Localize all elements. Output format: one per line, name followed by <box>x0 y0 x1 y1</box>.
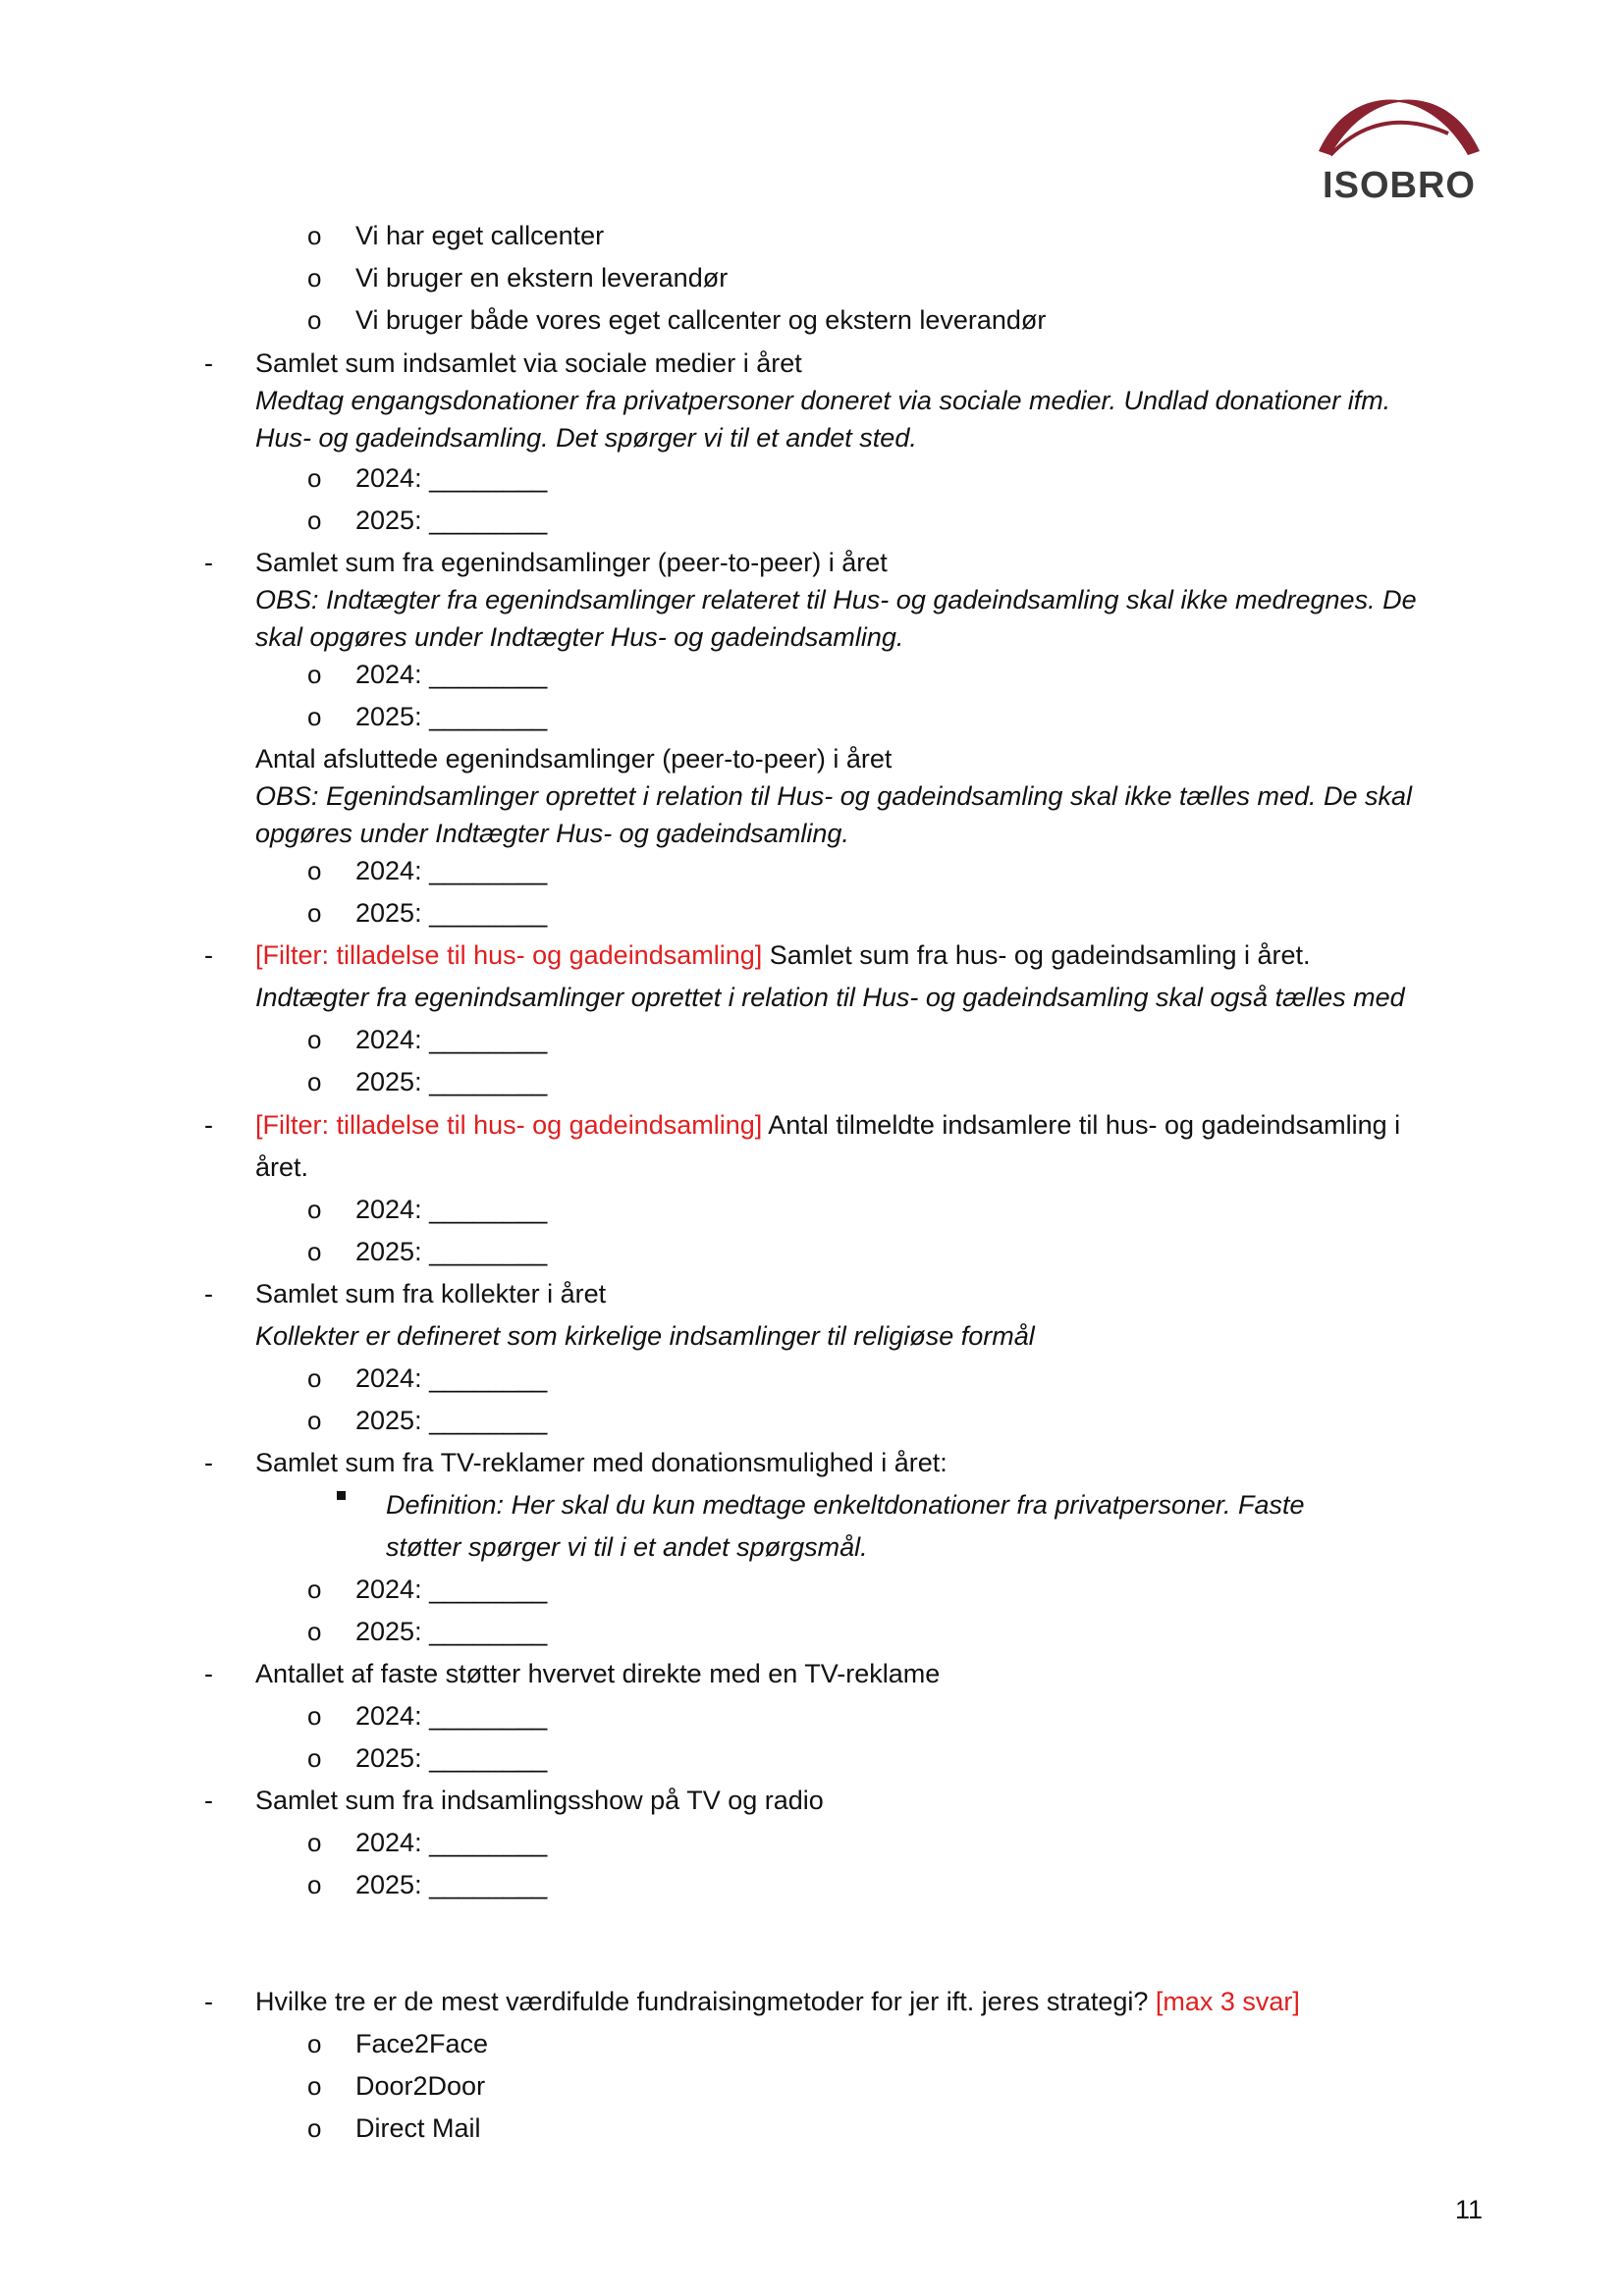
bullet-circle: o <box>307 1743 322 1773</box>
bullet-circle: o <box>307 2071 322 2101</box>
collections-note: Kollekter er defineret som kirkelige indsamlinger til religiøse formål <box>255 1321 1035 1351</box>
street-count-2025-field[interactable]: 2025: ________ <box>355 1237 548 1266</box>
method-option-direct-mail[interactable]: Direct Mail <box>355 2113 481 2143</box>
shows-title: Samlet sum fra indsamlingsshow på TV og radio <box>255 1786 824 1815</box>
filter-label: [Filter: tilladelse til hus- og gadeindsamling] <box>255 1110 763 1140</box>
social-question-note: Hus- og gadeindsamling. Det spørger vi til et andet sted. <box>255 423 917 453</box>
p2p-sum-2025-field[interactable]: 2025: ________ <box>355 702 548 731</box>
filter-label: [Filter: tilladelse til hus- og gadeindsamling] <box>255 940 763 970</box>
social-question-title: Samlet sum indsamlet via sociale medier i året <box>255 348 802 378</box>
bullet-circle: o <box>307 1195 322 1224</box>
tv-ads-title: Samlet sum fra TV-reklamer med donationsmulighed i året: <box>255 1448 947 1477</box>
bullet-dash: - <box>204 1448 213 1477</box>
tv-supporters-2024-field[interactable]: 2024: ________ <box>355 1701 548 1731</box>
p2p-sum-title: Samlet sum fra egenindsamlinger (peer-to-peer) i året <box>255 548 888 577</box>
bullet-circle: o <box>307 1701 322 1731</box>
shows-2024-field[interactable]: 2024: ________ <box>355 1828 548 1857</box>
bullet-circle: o <box>307 463 322 493</box>
p2p-count-title: Antal afsluttede egenindsamlinger (peer-to-peer) i året <box>255 744 893 774</box>
p2p-count-2025-field[interactable]: 2025: ________ <box>355 898 548 928</box>
bullet-circle: o <box>307 856 322 885</box>
bullet-dash: - <box>204 1659 213 1688</box>
bullet-circle: o <box>307 1067 322 1096</box>
tv-supporters-2025-field[interactable]: 2025: ________ <box>355 1743 548 1773</box>
methods-title: Hvilke tre er de mest værdifulde fundraisingmetoder for jer ift. jeres strategi? [max 3 svar] <box>255 1987 1300 2016</box>
max-answers-label: [max 3 svar] <box>1155 1987 1300 2016</box>
bullet-circle: o <box>307 702 322 731</box>
brand-name: ISOBRO <box>1323 165 1476 206</box>
bullet-circle: o <box>307 263 322 293</box>
tv-supporters-title: Antallet af faste støtter hvervet direkte med en TV-reklame <box>255 1659 941 1688</box>
p2p-count-2024-field[interactable]: 2024: ________ <box>355 856 548 885</box>
street-sum-note: Indtægter fra egenindsamlinger oprettet i relation til Hus- og gadeindsamling skal også tælles med <box>255 983 1405 1012</box>
isobro-logo <box>1311 94 1488 212</box>
bullet-circle: o <box>307 1617 322 1646</box>
street-sum-2024-field[interactable]: 2024: ________ <box>355 1025 548 1054</box>
callcenter-option-own: Vi har eget callcenter <box>355 221 605 250</box>
bullet-circle: o <box>307 1828 322 1857</box>
method-option-face2face[interactable]: Face2Face <box>355 2029 489 2058</box>
tv-ads-definition: støtter spørger vi til i et andet spørgsmål. <box>386 1532 868 1562</box>
bullet-circle: o <box>307 2113 322 2143</box>
street-count-2024-field[interactable]: 2024: ________ <box>355 1195 548 1224</box>
p2p-count-note: opgøres under Indtægter Hus- og gadeindsamling. <box>255 819 849 848</box>
social-question-note: Medtag engangsdonationer fra privatpersoner doneret via sociale medier. Undlad donationer ifm. <box>255 386 1391 415</box>
bullet-circle: o <box>307 898 322 928</box>
street-sum-title: [Filter: tilladelse til hus- og gadeindsamling] Samlet sum fra hus- og gadeindsamling i året. <box>255 940 1311 970</box>
tv-ads-2025-field[interactable]: 2025: ________ <box>355 1617 548 1646</box>
bullet-circle: o <box>307 660 322 689</box>
bullet-dash: - <box>204 940 213 970</box>
p2p-sum-2024-field[interactable]: 2024: ________ <box>355 660 548 689</box>
bullet-dash: - <box>204 1279 213 1308</box>
bullet-circle: o <box>307 1237 322 1266</box>
collections-title: Samlet sum fra kollekter i året <box>255 1279 607 1308</box>
bullet-dash: - <box>204 1987 213 2016</box>
logo-arch-icon <box>1311 94 1488 173</box>
square-bullet-icon <box>337 1491 346 1500</box>
bullet-circle: o <box>307 1406 322 1435</box>
street-count-title-cont: året. <box>255 1152 309 1182</box>
p2p-sum-note: skal opgøres under Indtægter Hus- og gadeindsamling. <box>255 622 904 652</box>
social-2024-field[interactable]: 2024: ________ <box>355 463 548 493</box>
tv-ads-definition: Definition: Her skal du kun medtage enkeltdonationer fra privatpersoner. Faste <box>386 1490 1305 1520</box>
bullet-circle: o <box>307 1025 322 1054</box>
callcenter-option-both: Vi bruger både vores eget callcenter og ekstern leverandør <box>355 305 1047 335</box>
bullet-circle: o <box>307 2029 322 2058</box>
shows-2025-field[interactable]: 2025: ________ <box>355 1870 548 1899</box>
bullet-dash: - <box>204 348 213 378</box>
street-sum-2025-field[interactable]: 2025: ________ <box>355 1067 548 1096</box>
callcenter-option-external: Vi bruger en ekstern leverandør <box>355 263 729 293</box>
page-number: 11 <box>1455 2195 1484 2224</box>
bullet-circle: o <box>307 305 322 335</box>
street-count-title: [Filter: tilladelse til hus- og gadeindsamling] Antal tilmeldte indsamlere til hus- og gadeindsamling i <box>255 1110 1401 1140</box>
collections-2025-field[interactable]: 2025: ________ <box>355 1406 548 1435</box>
bullet-dash: - <box>204 1786 213 1815</box>
social-2025-field[interactable]: 2025: ________ <box>355 506 548 535</box>
bullet-circle: o <box>307 1363 322 1393</box>
bullet-dash: - <box>204 548 213 577</box>
p2p-sum-note: OBS: Indtægter fra egenindsamlinger relateret til Hus- og gadeindsamling skal ikke medregnes. De <box>255 585 1417 614</box>
bullet-circle: o <box>307 221 322 250</box>
bullet-circle: o <box>307 1870 322 1899</box>
bullet-dash: - <box>204 1110 213 1140</box>
tv-ads-2024-field[interactable]: 2024: ________ <box>355 1575 548 1604</box>
method-option-door2door[interactable]: Door2Door <box>355 2071 486 2101</box>
bullet-circle: o <box>307 506 322 535</box>
p2p-count-note: OBS: Egenindsamlinger oprettet i relation til Hus- og gadeindsamling skal ikke tælles med. De skal <box>255 781 1413 811</box>
bullet-circle: o <box>307 1575 322 1604</box>
collections-2024-field[interactable]: 2024: ________ <box>355 1363 548 1393</box>
